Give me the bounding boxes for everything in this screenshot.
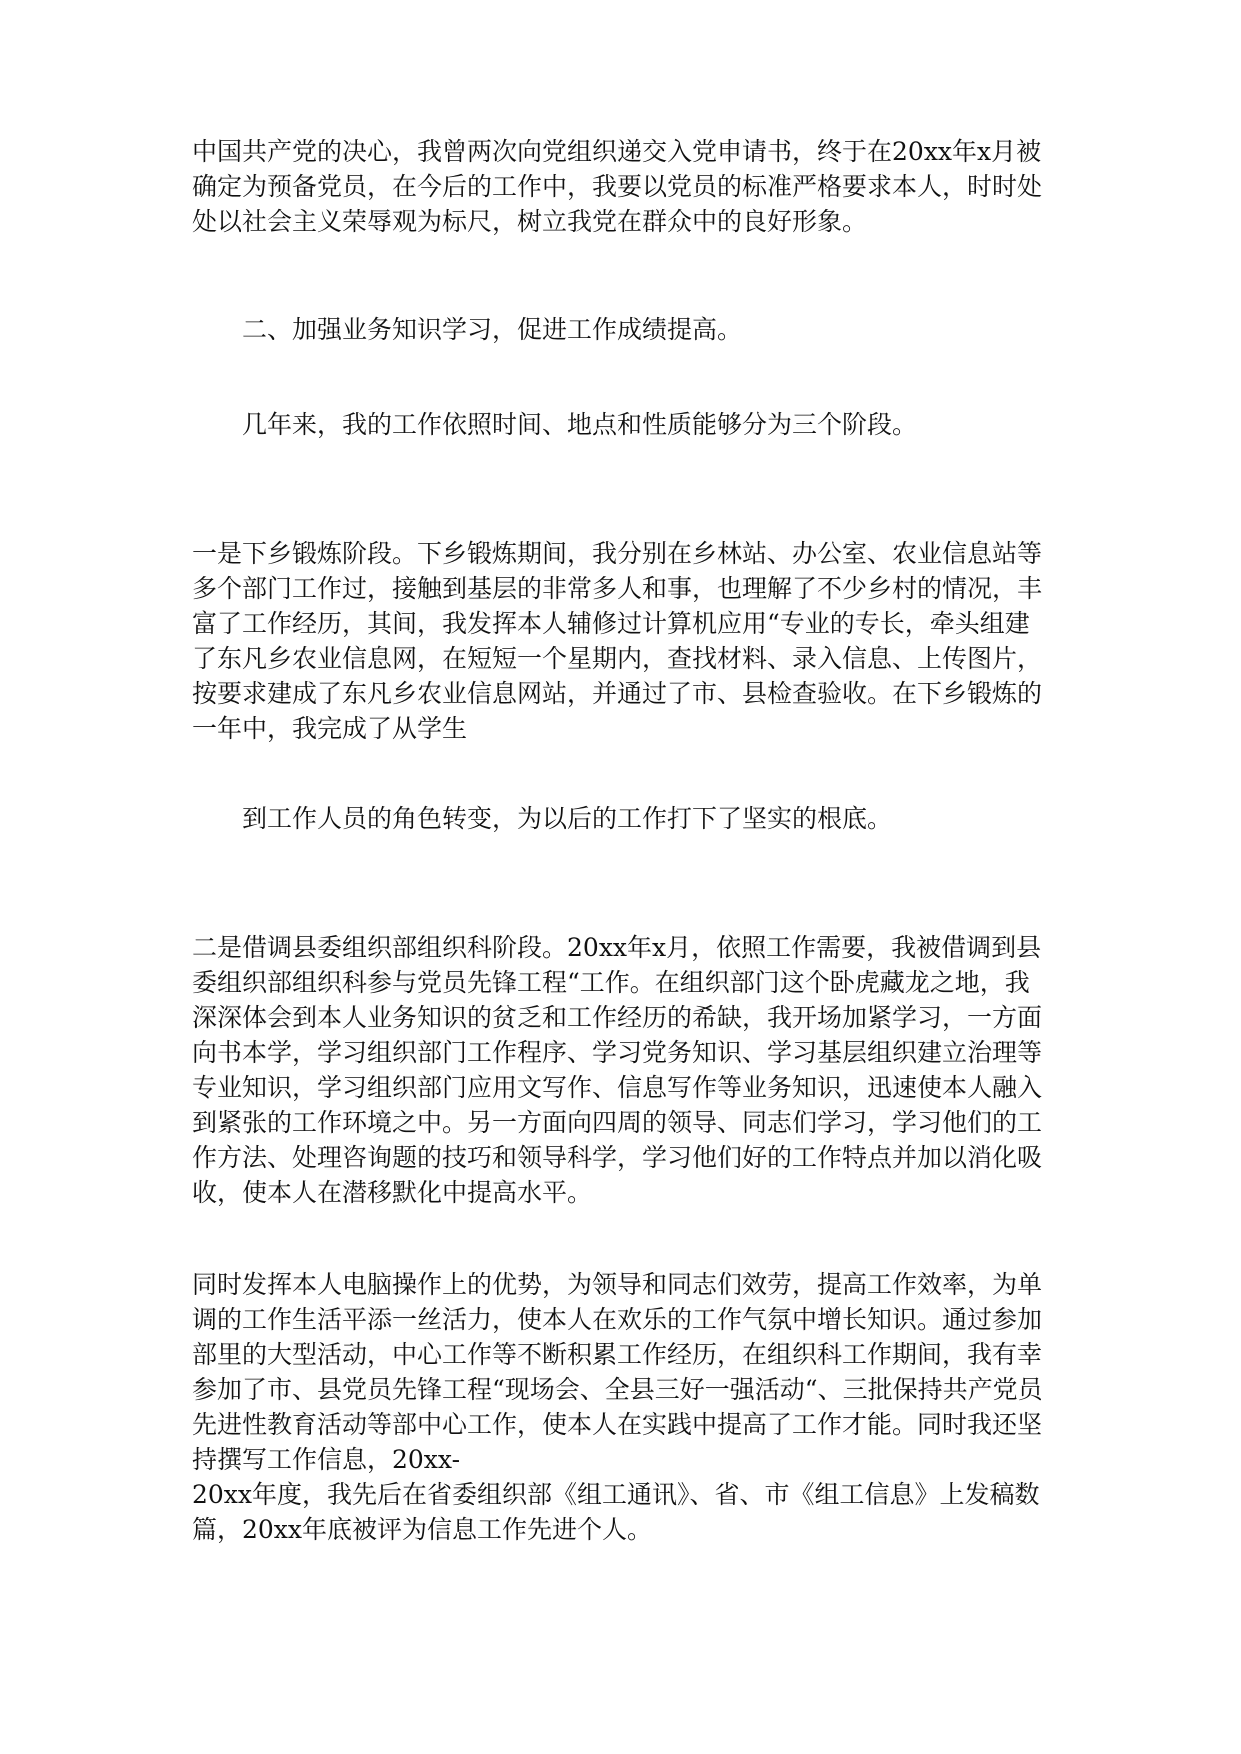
- paragraph-stage-one: [192, 536, 1050, 746]
- text-line: 部里的大型活动，中心工作等不断积累工作经历，在组织科工作期间，我有幸: [192, 1340, 1043, 1369]
- text-line: 多个部门工作过，接触到基层的非常多人和事，也理解了不少乡村的情况，丰: [192, 574, 1043, 603]
- paragraph-party-resolve: [192, 134, 1050, 239]
- text-line: 委组织部组织科参与党员先锋工程“工作。在组织部门这个卧虎藏龙之地，我: [192, 968, 1030, 997]
- text-line: 二、加强业务知识学习，促进工作成绩提高。: [242, 315, 743, 344]
- text-line: 确定为预备党员，在今后的工作中，我要以党员的标准严格要求本人，时时处: [192, 172, 1043, 201]
- text-line: 篇，20xx年底被评为信息工作先进个人。: [192, 1515, 653, 1544]
- text-line: 作方法、处理咨询题的技巧和领导科学，学习他们好的工作特点并加以消化吸: [192, 1143, 1043, 1172]
- text-line: 了东凡乡农业信息网，在短短一个星期内，查找材料、录入信息、上传图片，: [192, 644, 1043, 673]
- text-line: 按要求建成了东凡乡农业信息网站，并通过了市、县检查验收。在下乡锻炼的: [192, 679, 1043, 708]
- section-heading: [242, 312, 1050, 347]
- text-line: 一是下乡锻炼阶段。下乡锻炼期间，我分别在乡林站、办公室、农业信息站等: [192, 539, 1043, 568]
- text-line: 一年中，我完成了从学生: [192, 714, 468, 743]
- text-line: 先进性教育活动等部中心工作，使本人在实践中提高了工作才能。同时我还坚: [192, 1410, 1043, 1439]
- paragraph-computer-skills: [192, 1267, 1050, 1547]
- text-line: 到紧张的工作环境之中。另一方面向四周的领导、同志们学习，学习他们的工: [192, 1108, 1043, 1137]
- paragraph-intro-stages: [242, 407, 1050, 442]
- text-line: 几年来，我的工作依照时间、地点和性质能够分为三个阶段。: [242, 410, 918, 439]
- text-line: 调的工作生活平添一丝活力，使本人在欢乐的工作气氛中增长知识。通过参加: [192, 1305, 1043, 1334]
- paragraph-stage-one-continued: [242, 801, 1050, 836]
- text-line: 富了工作经历，其间，我发挥本人辅修过计算机应用“专业的专长，牵头组建: [192, 609, 1030, 638]
- text-line: 专业知识，学习组织部门应用文写作、信息写作等业务知识，迅速使本人融入: [192, 1073, 1043, 1102]
- paragraph-stage-two: [192, 930, 1050, 1210]
- text-line: 参加了市、县党员先锋工程“现场会、全县三好一强活动“、三批保持共产党员: [192, 1375, 1043, 1404]
- text-line: 二是借调县委组织部组织科阶段。20xx年x月，依照工作需要，我被借调到县: [192, 933, 1042, 962]
- text-line: 同时发挥本人电脑操作上的优势，为领导和同志们效劳，提高工作效率，为单: [192, 1270, 1043, 1299]
- text-line: 持撰写工作信息，20xx-: [192, 1445, 461, 1474]
- text-line: 到工作人员的角色转变，为以后的工作打下了坚实的根底。: [242, 804, 893, 833]
- text-line: 处以社会主义荣辱观为标尺，树立我党在群众中的良好形象。: [192, 207, 868, 236]
- text-line: 深深体会到本人业务知识的贫乏和工作经历的希缺，我开场加紧学习，一方面: [192, 1003, 1043, 1032]
- text-line: 中国共产党的决心，我曾两次向党组织递交入党申请书，终于在20xx年x月被: [192, 137, 1042, 166]
- text-line: 向书本学，学习组织部门工作程序、学习党务知识、学习基层组织建立治理等: [192, 1038, 1043, 1067]
- text-line: 收，使本人在潜移默化中提高水平。: [192, 1178, 593, 1207]
- text-line: 20xx年度，我先后在省委组织部《组工通讯》、省、市《组工信息》上发稿数: [192, 1480, 1040, 1509]
